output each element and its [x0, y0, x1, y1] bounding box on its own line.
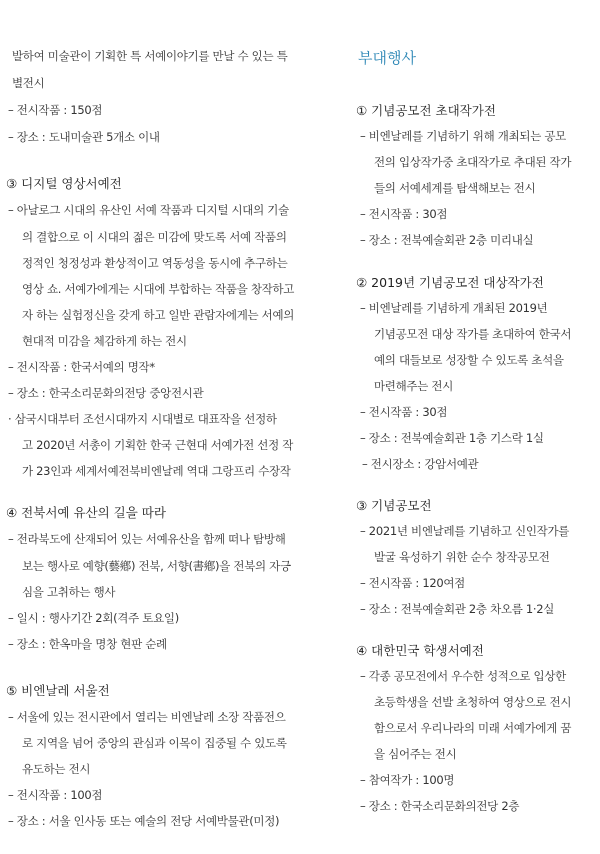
- event-1-line: – 장소 : 전북예술회관 2층 미리내실: [360, 233, 534, 247]
- event-1-heading: ① 기념공모전 초대작가전: [356, 103, 496, 118]
- event-2-heading: ② 2019년 기념공모전 대상작가전: [356, 275, 544, 290]
- event-2-line: 마련해주는 전시: [374, 379, 454, 393]
- section-3-line: 가 23인과 세계서예전북비엔날레 역대 그랑프리 수장작: [22, 464, 291, 478]
- intro-text-line: 별전시: [12, 76, 45, 90]
- event-2-line: – 전시작품 : 30점: [360, 405, 448, 419]
- section-4-line: 보는 행사로 예향(藝鄕) 전북, 서향(書鄕)을 전북의 자긍: [22, 559, 291, 573]
- section-3-line: 자 하는 실험정신을 갖게 하고 일반 관람자에게는 서예의: [22, 308, 295, 322]
- section-5-line: 로 지역을 넘어 중앙의 관심과 이목이 집중될 수 있도록: [22, 736, 287, 750]
- section-3-line: 정적인 청정성과 환상적이고 역동성을 동시에 추구하는: [22, 256, 288, 270]
- event-2-line: 기념공모전 대상 작가를 초대하여 한국서: [374, 327, 572, 341]
- event-4-line: 을 심어주는 전시: [374, 747, 457, 761]
- section-3-line: – 아날로그 시대의 유산인 서예 작품과 디지털 시대의 기술: [8, 203, 289, 217]
- section-3-line: 영상 쇼. 서예가에게는 시대에 부합하는 작품을 창작하고: [22, 282, 295, 296]
- event-3-line: – 전시작품 : 120여점: [360, 576, 465, 590]
- event-1-line: – 비엔날레를 기념하기 위해 개최되는 공모: [360, 129, 566, 143]
- section-3-line: 고 2020년 서총이 기획한 한국 근현대 서예가전 선정 작: [22, 438, 294, 452]
- event-4-line: 초등학생을 선발 초청하여 영상으로 전시: [374, 695, 572, 709]
- event-3-line: 발굴 육성하기 위한 순수 창작공모전: [374, 550, 550, 564]
- section-5-line: – 서울에 있는 전시관에서 열리는 비엔날레 소장 작품전으: [8, 710, 286, 724]
- section-5-line: – 전시작품 : 100점: [8, 788, 103, 802]
- section-3-line: – 장소 : 한국소리문화의전당 중앙전시관: [8, 386, 204, 400]
- event-4-line: – 참여작가 : 100명: [360, 773, 455, 787]
- section-3-line: – 전시작품 : 한국서예의 명작*: [8, 360, 155, 374]
- side-events-title: 부대행사: [358, 49, 416, 67]
- intro-bullet: – 장소 : 도내미술관 5개소 이내: [8, 130, 160, 144]
- section-5-line: 유도하는 전시: [22, 762, 91, 776]
- section-3-line: · 삼국시대부터 조선시대까지 시대별로 대표작을 선정하: [8, 412, 277, 426]
- event-2-line: – 비엔날레를 기념하게 개최된 2019년: [360, 301, 548, 315]
- event-1-line: 전의 입상작가중 초대작가로 추대된 작가: [374, 155, 572, 169]
- event-2-line: – 전시장소 : 강암서예관: [362, 457, 479, 471]
- section-4-line: 심을 고취하는 행사: [22, 585, 116, 599]
- section-4-line: – 전라북도에 산재되어 있는 서예유산을 함께 떠나 탐방해: [8, 532, 286, 546]
- section-4-line: – 장소 : 한옥마을 명창 현판 순례: [8, 637, 167, 651]
- section-3-line: 현대적 미감을 체감하게 하는 전시: [22, 334, 187, 348]
- event-3-line: – 2021년 비엔날레를 기념하고 신인작가를: [360, 524, 570, 538]
- section-5-heading: ⑤ 비엔날레 서울전: [6, 683, 110, 698]
- event-3-line: – 장소 : 전북예술회관 2층 차오름 1·2실: [360, 602, 555, 616]
- event-2-line: – 장소 : 전북예술회관 1층 기스락 1실: [360, 431, 544, 445]
- section-3-heading: ③ 디지털 영상서예전: [6, 176, 122, 191]
- intro-text-line: 발하여 미술관이 기획한 특 서예이야기를 만날 수 있는 특: [12, 49, 288, 63]
- event-3-heading: ③ 기념공모전: [356, 498, 432, 513]
- event-4-heading: ④ 대한민국 학생서예전: [356, 643, 484, 658]
- event-1-line: – 전시작품 : 30점: [360, 207, 448, 221]
- event-4-line: 함으로서 우리나라의 미래 서예가에게 꿈: [374, 721, 572, 735]
- event-4-line: – 장소 : 한국소리문화의전당 2층: [360, 799, 520, 813]
- event-1-line: 들의 서예세계를 탐색해보는 전시: [374, 181, 536, 195]
- event-4-line: – 각종 공모전에서 우수한 성적으로 입상한: [360, 669, 566, 683]
- section-5-line: – 장소 : 서울 인사동 또는 예술의 전당 서예박물관(미정): [8, 814, 280, 828]
- section-4-line: – 일시 : 행사기간 2회(격주 토요일): [8, 611, 179, 625]
- section-3-line: 의 결합으로 이 시대의 젊은 미감에 맞도록 서예 작품의: [22, 230, 287, 244]
- event-2-line: 예의 대들보로 성장할 수 있도록 초석을: [374, 353, 564, 367]
- section-4-heading: ④ 전북서예 유산의 길을 따라: [6, 505, 166, 520]
- intro-bullet: – 전시작품 : 150점: [8, 103, 103, 117]
